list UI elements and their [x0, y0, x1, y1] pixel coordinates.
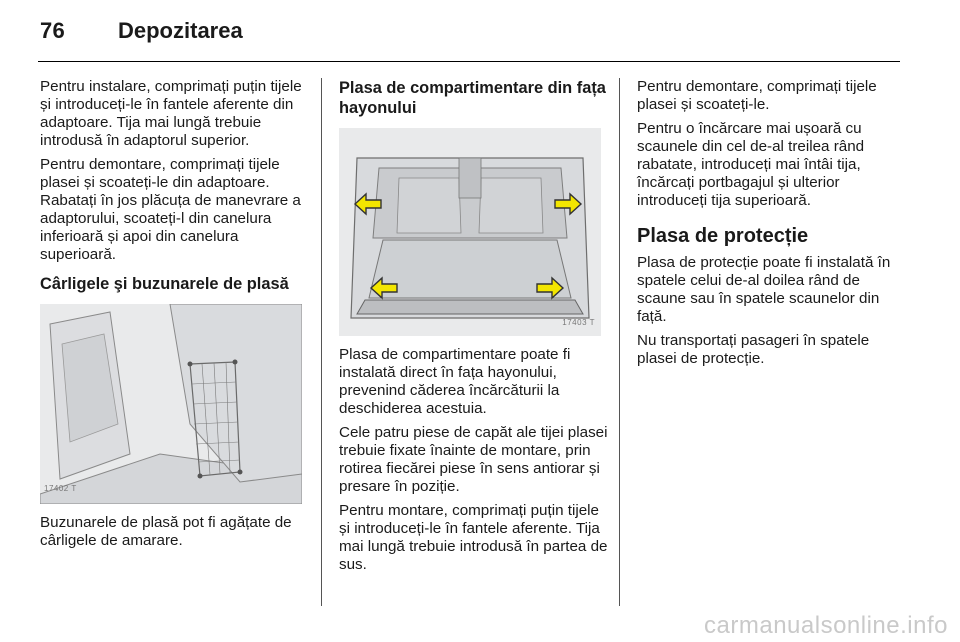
cargo-compartment-illustration — [339, 128, 601, 336]
arrow-icon — [535, 276, 565, 300]
page-title: Depozitarea — [118, 18, 243, 43]
section-heading: Cârligele şi buzunarele de plasă — [40, 275, 289, 293]
arrow-icon — [353, 192, 383, 216]
column-3 — [637, 78, 903, 374]
section-heading: Plasa de protecție — [637, 225, 809, 247]
column-divider — [619, 78, 620, 606]
paragraph: Pentru demontare, comprimați tijele plasei și scoateți-le din adaptoare. Rabatați în jos plăcuța de manevrare a adaptorului, scoateți-l din canelura inferioară și apoi din canelura superioară. — [40, 156, 301, 263]
paragraph: Pentru instalare, comprimați puțin tijele și introduceți-le în fantele aferente din adaptoare. Tija mai lungă trebuie introdusă în adaptorul superior. — [40, 78, 302, 149]
column-2 — [339, 78, 609, 580]
paragraph: Pentru montare, comprimați puțin tijele și introduceți-le în fantele aferente. Tija mai lungă trebuie introdusă în partea de sus. — [339, 502, 608, 573]
page-number: 76 — [40, 18, 66, 43]
column-1 — [40, 78, 308, 556]
watermark: carmanualsonline.info — [704, 612, 948, 639]
arrow-icon — [369, 276, 399, 300]
paragraph: Plasa de compartimentare poate fi instalată direct în fața hayonului, prevenind căderea încărcăturii la deschiderea acestuia. — [339, 346, 571, 417]
header-rule — [38, 61, 900, 62]
figure-compartment-net — [339, 128, 601, 336]
section-heading: Plasa de compartimentare din fața hayonului — [339, 79, 606, 117]
arrow-icon — [553, 192, 583, 216]
paragraph: Cele patru piese de capăt ale tijei plasei trebuie fixate înainte de montare, prin rotirea fiecărei piese în sens antiorar și presare în poziție. — [339, 424, 608, 495]
paragraph: Pentru demontare, comprimați tijele plasei și scoateți-le. — [637, 78, 877, 113]
figure-code: 17402 T — [44, 484, 77, 493]
paragraph: Buzunarele de plasă pot fi agățate de cârligele de amarare. — [40, 514, 292, 549]
cargo-net-pocket-illustration — [40, 304, 302, 504]
page-header — [38, 18, 900, 62]
paragraph: Pentru o încărcare mai ușoară cu scaunele din cel de-al treilea rând rabatate, introduceți mai întâi tija, încărcați portbagajul și ulterior introduceți tija superioară. — [637, 120, 865, 209]
paragraph: Plasa de protecție poate fi instalată în spatele celui de-al doilea rând de scaune sau în spatele scaunelor din față. — [637, 254, 891, 325]
figure-net-pocket — [40, 304, 302, 504]
column-divider — [321, 78, 322, 606]
paragraph: Nu transportați pasageri în spatele plasei de protecție. — [637, 332, 870, 367]
figure-code: 17403 T — [562, 318, 595, 327]
